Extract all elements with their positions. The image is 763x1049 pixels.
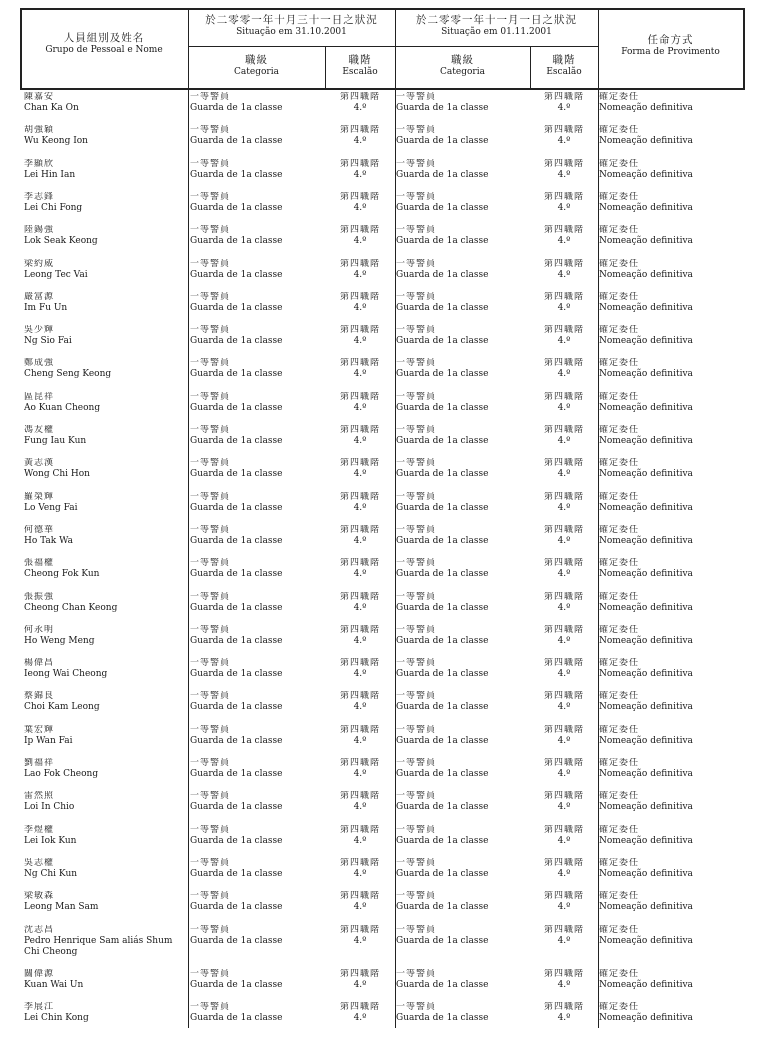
staff-name: 李展江 Lei Chin Kong xyxy=(24,1001,89,1023)
category-after: 一等警員 Guarda de 1a classe xyxy=(396,391,489,413)
staff-name: 陳嘉安 Chan Ka On xyxy=(24,92,79,113)
step-before: 第四職階 4.º xyxy=(339,458,380,480)
category-after: 一等警員 Guarda de 1a classe xyxy=(396,491,489,513)
step-after: 第四職階 4.º xyxy=(543,857,584,879)
step-before: 第四職階 4.º xyxy=(339,258,380,280)
category-after: 一等警員 Guarda de 1a classe xyxy=(396,891,489,913)
staff-name: 張振強 Cheong Chan Keong xyxy=(24,591,118,613)
category-before: 一等警員 Guarda de 1a classe xyxy=(190,491,283,513)
appointment-method: 確定委任 Nomeação definitiva xyxy=(599,225,693,247)
step-after: 第四職階 4.º xyxy=(543,291,584,313)
category-before: 一等警員 Guarda de 1a classe xyxy=(190,691,283,713)
category-after: 一等警員 Guarda de 1a classe xyxy=(396,968,489,990)
step-after: 第四職階 4.º xyxy=(543,191,584,213)
category-before: 一等警員 Guarda de 1a classe xyxy=(190,724,283,746)
appointment-method: 確定委任 Nomeação definitiva xyxy=(599,291,693,313)
step-after: 第四職階 4.º xyxy=(543,491,584,513)
step-after: 第四職階 4.º xyxy=(543,624,584,646)
appointment-method: 確定委任 Nomeação definitiva xyxy=(599,691,693,713)
header-step-after: 職階 Escalão xyxy=(546,54,582,77)
category-before: 一等警員 Guarda de 1a classe xyxy=(190,891,283,913)
appointment-method: 確定委任 Nomeação definitiva xyxy=(599,591,693,613)
step-after: 第四職階 4.º xyxy=(543,591,584,613)
category-after: 一等警員 Guarda de 1a classe xyxy=(396,824,489,846)
category-before: 一等警員 Guarda de 1a classe xyxy=(190,1001,283,1023)
appointment-method: 確定委任 Nomeação definitiva xyxy=(599,158,693,180)
category-after: 一等警員 Guarda de 1a classe xyxy=(396,791,489,813)
category-before: 一等警員 Guarda de 1a classe xyxy=(190,391,283,413)
step-before: 第四職階 4.º xyxy=(339,391,380,413)
step-after: 第四職階 4.º xyxy=(543,968,584,990)
category-before: 一等警員 Guarda de 1a classe xyxy=(190,225,283,247)
category-before: 一等警員 Guarda de 1a classe xyxy=(190,458,283,480)
staff-name: 吳志權 Ng Chi Kun xyxy=(24,857,78,879)
step-before: 第四職階 4.º xyxy=(339,358,380,380)
category-after: 一等警員 Guarda de 1a classe xyxy=(396,624,489,646)
step-after: 第四職階 4.º xyxy=(543,458,584,480)
step-before: 第四職階 4.º xyxy=(339,891,380,913)
staff-name: 梁敏森 Leong Man Sam xyxy=(24,891,99,913)
step-before: 第四職階 4.º xyxy=(339,791,380,813)
appointment-method: 確定委任 Nomeação definitiva xyxy=(599,558,693,580)
category-before: 一等警員 Guarda de 1a classe xyxy=(190,558,283,580)
category-after: 一等警員 Guarda de 1a classe xyxy=(396,857,489,879)
staff-name: 區昆祥 Ao Kuan Cheong xyxy=(24,391,101,413)
step-after: 第四職階 4.º xyxy=(543,325,584,347)
step-before: 第四職階 4.º xyxy=(339,857,380,879)
appointment-method: 確定委任 Nomeação definitiva xyxy=(599,391,693,413)
header-divider xyxy=(188,46,598,47)
header-step-before: 職階 Escalão xyxy=(342,54,378,77)
category-after: 一等警員 Guarda de 1a classe xyxy=(396,225,489,247)
step-before: 第四職階 4.º xyxy=(339,524,380,546)
appointment-method: 確定委任 Nomeação definitiva xyxy=(599,891,693,913)
appointment-method: 確定委任 Nomeação definitiva xyxy=(599,857,693,879)
staff-name: 沈志昌 Pedro Henrique Sam aliás Shum Chi Cheong xyxy=(24,924,173,957)
step-after: 第四職階 4.º xyxy=(543,225,584,247)
step-before: 第四職階 4.º xyxy=(339,425,380,446)
category-before: 一等警員 Guarda de 1a classe xyxy=(190,924,283,946)
category-before: 一等警員 Guarda de 1a classe xyxy=(190,857,283,879)
appointment-method: 確定委任 Nomeação definitiva xyxy=(599,325,693,347)
step-before: 第四職階 4.º xyxy=(339,92,380,113)
appointment-method: 確定委任 Nomeação definitiva xyxy=(599,92,693,113)
step-before: 第四職階 4.º xyxy=(339,325,380,347)
category-before: 一等警員 Guarda de 1a classe xyxy=(190,968,283,990)
step-before: 第四職階 4.º xyxy=(339,1001,380,1023)
staff-name: 李志鋒 Lei Chi Fong xyxy=(24,191,83,213)
appointment-method: 確定委任 Nomeação definitiva xyxy=(599,491,693,513)
category-after: 一等警員 Guarda de 1a classe xyxy=(396,691,489,713)
appointment-method: 確定委任 Nomeação definitiva xyxy=(599,658,693,680)
step-after: 第四職階 4.º xyxy=(543,924,584,946)
category-after: 一等警員 Guarda de 1a classe xyxy=(396,358,489,380)
staff-name: 葉宏輝 Ip Wan Fai xyxy=(24,724,73,746)
category-after: 一等警員 Guarda de 1a classe xyxy=(396,325,489,347)
category-after: 一等警員 Guarda de 1a classe xyxy=(396,758,489,779)
category-after: 一等警員 Guarda de 1a classe xyxy=(396,458,489,480)
staff-name: 楊偉昌 Ieong Wai Cheong xyxy=(24,658,108,680)
category-before: 一等警員 Guarda de 1a classe xyxy=(190,92,283,113)
appointment-method: 確定委任 Nomeação definitiva xyxy=(599,125,693,147)
step-before: 第四職階 4.º xyxy=(339,968,380,990)
category-after: 一等警員 Guarda de 1a classe xyxy=(396,425,489,446)
appointment-method: 確定委任 Nomeação definitiva xyxy=(599,968,693,990)
step-before: 第四職階 4.º xyxy=(339,624,380,646)
step-after: 第四職階 4.º xyxy=(543,891,584,913)
staff-name: 嚴富源 Im Fu Un xyxy=(24,291,68,313)
appointment-method: 確定委任 Nomeação definitiva xyxy=(599,758,693,779)
category-after: 一等警員 Guarda de 1a classe xyxy=(396,591,489,613)
staff-name: 關偉源 Kuan Wai Un xyxy=(24,968,84,990)
category-before: 一等警員 Guarda de 1a classe xyxy=(190,258,283,280)
appointment-method: 確定委任 Nomeação definitiva xyxy=(599,791,693,813)
step-after: 第四職階 4.º xyxy=(543,358,584,380)
category-before: 一等警員 Guarda de 1a classe xyxy=(190,191,283,213)
step-after: 第四職階 4.º xyxy=(543,391,584,413)
column-divider xyxy=(188,90,189,1028)
step-before: 第四職階 4.º xyxy=(339,558,380,580)
appointment-method: 確定委任 Nomeação definitiva xyxy=(599,924,693,946)
step-before: 第四職階 4.º xyxy=(339,491,380,513)
category-after: 一等警員 Guarda de 1a classe xyxy=(396,125,489,147)
header-situation-after: 於二零零一年十一月一日之狀況 Situação em 01.11.2001 xyxy=(416,14,577,37)
appointment-method: 確定委任 Nomeação definitiva xyxy=(599,458,693,480)
category-before: 一等警員 Guarda de 1a classe xyxy=(190,591,283,613)
step-after: 第四職階 4.º xyxy=(543,724,584,746)
step-after: 第四職階 4.º xyxy=(543,558,584,580)
staff-name: 李煜權 Lei Iok Kun xyxy=(24,824,77,846)
category-before: 一等警員 Guarda de 1a classe xyxy=(190,325,283,347)
category-after: 一等警員 Guarda de 1a classe xyxy=(396,658,489,680)
staff-name: 羅榮輝 Lo Veng Fai xyxy=(24,491,78,513)
staff-name: 張福權 Cheong Fok Kun xyxy=(24,558,100,580)
category-after: 一等警員 Guarda de 1a classe xyxy=(396,1001,489,1023)
step-before: 第四職階 4.º xyxy=(339,158,380,180)
step-before: 第四職階 4.º xyxy=(339,691,380,713)
staff-name: 胡強穎 Wu Keong Ion xyxy=(24,125,88,147)
category-after: 一等警員 Guarda de 1a classe xyxy=(396,92,489,113)
category-after: 一等警員 Guarda de 1a classe xyxy=(396,158,489,180)
category-before: 一等警員 Guarda de 1a classe xyxy=(190,125,283,147)
step-after: 第四職階 4.º xyxy=(543,92,584,113)
staff-name: 鄭成強 Cheng Seng Keong xyxy=(24,358,112,380)
category-before: 一等警員 Guarda de 1a classe xyxy=(190,524,283,546)
step-before: 第四職階 4.º xyxy=(339,924,380,946)
category-after: 一等警員 Guarda de 1a classe xyxy=(396,558,489,580)
staff-name: 馮友權 Fung Iau Kun xyxy=(24,425,87,446)
staff-name: 雷然照 Loi In Chio xyxy=(24,791,75,813)
appointment-method: 確定委任 Nomeação definitiva xyxy=(599,724,693,746)
header-category-after: 職級 Categoria xyxy=(440,54,485,77)
staff-name: 劉福祥 Lao Fok Cheong xyxy=(24,758,99,779)
step-before: 第四職階 4.º xyxy=(339,724,380,746)
step-before: 第四職階 4.º xyxy=(339,658,380,680)
appointment-method: 確定委任 Nomeação definitiva xyxy=(599,425,693,446)
staff-name: 黃志漢 Wong Chi Hon xyxy=(24,458,90,480)
appointment-method: 確定委任 Nomeação definitiva xyxy=(599,358,693,380)
step-before: 第四職階 4.º xyxy=(339,291,380,313)
category-after: 一等警員 Guarda de 1a classe xyxy=(396,191,489,213)
appointment-method: 確定委任 Nomeação definitiva xyxy=(599,524,693,546)
category-after: 一等警員 Guarda de 1a classe xyxy=(396,258,489,280)
staff-name: 李顯欣 Lei Hin Ian xyxy=(24,158,76,180)
appointment-method: 確定委任 Nomeação definitiva xyxy=(599,624,693,646)
category-before: 一等警員 Guarda de 1a classe xyxy=(190,824,283,846)
staff-name: 梁約威 Leong Tec Vai xyxy=(24,258,88,280)
step-after: 第四職階 4.º xyxy=(543,524,584,546)
step-after: 第四職階 4.º xyxy=(543,425,584,446)
category-after: 一等警員 Guarda de 1a classe xyxy=(396,924,489,946)
category-before: 一等警員 Guarda de 1a classe xyxy=(190,158,283,180)
staff-name: 吳少輝 Ng Sio Fai xyxy=(24,325,72,347)
category-before: 一等警員 Guarda de 1a classe xyxy=(190,358,283,380)
step-before: 第四職階 4.º xyxy=(339,824,380,846)
appointment-method: 確定委任 Nomeação definitiva xyxy=(599,1001,693,1023)
staff-name: 蔡錦良 Choi Kam Leong xyxy=(24,691,100,713)
step-before: 第四職階 4.º xyxy=(339,758,380,779)
category-before: 一等警員 Guarda de 1a classe xyxy=(190,291,283,313)
step-after: 第四職階 4.º xyxy=(543,125,584,147)
step-after: 第四職階 4.º xyxy=(543,758,584,779)
staff-name: 何永明 Ho Weng Meng xyxy=(24,624,95,646)
step-after: 第四職階 4.º xyxy=(543,158,584,180)
step-before: 第四職階 4.º xyxy=(339,191,380,213)
appointment-method: 確定委任 Nomeação definitiva xyxy=(599,258,693,280)
step-after: 第四職階 4.º xyxy=(543,791,584,813)
header-category-before: 職級 Categoria xyxy=(234,54,279,77)
step-after: 第四職階 4.º xyxy=(543,658,584,680)
step-after: 第四職階 4.º xyxy=(543,1001,584,1023)
step-before: 第四職階 4.º xyxy=(339,225,380,247)
header-group-name: 人員組別及姓名 Grupo de Pessoal e Nome xyxy=(45,32,163,55)
category-before: 一等警員 Guarda de 1a classe xyxy=(190,425,283,446)
category-after: 一等警員 Guarda de 1a classe xyxy=(396,524,489,546)
step-before: 第四職階 4.º xyxy=(339,591,380,613)
category-before: 一等警員 Guarda de 1a classe xyxy=(190,791,283,813)
step-before: 第四職階 4.º xyxy=(339,125,380,147)
staff-name: 何德華 Ho Tak Wa xyxy=(24,524,73,546)
appointment-method: 確定委任 Nomeação definitiva xyxy=(599,824,693,846)
staff-name: 陸錫強 Lok Seak Keong xyxy=(24,225,98,247)
category-before: 一等警員 Guarda de 1a classe xyxy=(190,658,283,680)
staff-table xyxy=(20,8,743,1028)
category-after: 一等警員 Guarda de 1a classe xyxy=(396,724,489,746)
header-situation-before: 於二零零一年十月三十一日之狀況 Situação em 31.10.2001 xyxy=(205,14,378,37)
step-after: 第四職階 4.º xyxy=(543,691,584,713)
appointment-method: 確定委任 Nomeação definitiva xyxy=(599,191,693,213)
step-after: 第四職階 4.º xyxy=(543,258,584,280)
header-appointment-method: 任命方式 Forma de Provimento xyxy=(621,34,720,57)
category-after: 一等警員 Guarda de 1a classe xyxy=(396,291,489,313)
category-before: 一等警員 Guarda de 1a classe xyxy=(190,624,283,646)
category-before: 一等警員 Guarda de 1a classe xyxy=(190,758,283,779)
step-after: 第四職階 4.º xyxy=(543,824,584,846)
